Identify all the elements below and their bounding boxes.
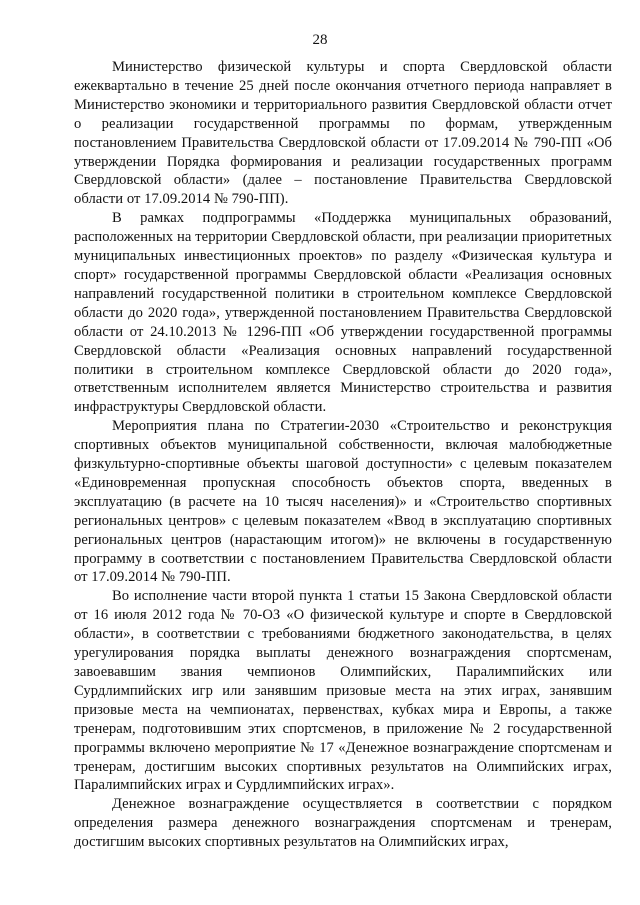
paragraph-law-execution: Во исполнение части второй пункта 1 статьи 15 Закона Свердловской области от 16 июля 2012 года № 70-ОЗ «О физической культуре и спорте в Свердловской области», в соответствии с требованиями бюджетного законодательства, в целях урегулирования порядка выплаты денежного вознаграждения спортсменам, завоевавшим звания чемпионов Олимпийских, Паралимпийских или Сурдлимпийских игр или занявшим призовые места на этих играх, занявшим призовые места на чемпионатах, первенствах, кубках мира и Европы, а также тренерам, подготовившим этих спортсменов, в приложение № 2 государственной программы включено мероприятие № 17 «Денежное вознаграждение спортсменам и тренерам, достигшим высоких спортивных результатов на Олимпийских играх, Паралимпийских играх и Сурдлимпийских играх». (74, 588, 612, 794)
paragraph-strategy-2030: Мероприятия плана по Стратегии-2030 «Строительство и реконструкция спортивных объектов муниципальной собственности, включая малобюджетные физкультурно-спортивные объекты шаговой доступности» с целевым показателем «Единовременная пропускная способность объектов спорта, введенных в эксплуатацию (в расчете на 10 тысяч населения)» и «Строительство спортивных региональных центров» с целевым показателем «Ввод в эксплуатацию спортивных региональных центров (нарастающим итогом)» не включены в государственную программу в соответствии с постановлением Правительства Свердловской области от 17.09.2014 № 790-ПП. (74, 418, 612, 586)
page-number: 28 (312, 32, 328, 48)
document-body (74, 58, 612, 852)
paragraph-subprogram-support: В рамках подпрограммы «Поддержка муниципальных образований, расположенных на территории Свердловской области, при реализации приоритетных муниципальных инвестиционных проектов» по разделу «Физическая культура и спорт» государственной программы Свердловской области «Реализация основных направлений государственной политики в строительном комплексе Свердловской области до 2020 года», утвержденной постановлением Правительства Свердловской области от 24.10.2013 № 1296-ПП «Об утверждении государственной программы Свердловской области «Реализация основных направлений государственной политики в строительном комплексе Свердловской области до 2020 года», ответственным исполнителем является Министерство строительства и развития инфраструктуры Свердловской области. (74, 210, 612, 416)
paragraph-report-submission: Министерство физической культуры и спорта Свердловской области ежеквартально в течение 25 дней после окончания отчетного периода направляет в Министерство экономики и территориального развития Свердловской области отчет о реализации государственной программы по формам, утвержденным постановлением Правительства Свердловской области от 17.09.2014 № 790-ПП «Об утверждении Порядка формирования и реализации государственных программ Свердловской области» (далее – постановление Правительства Свердловской области от 17.09.2014 № 790-ПП). (74, 59, 612, 208)
paragraph-monetary-reward: Денежное вознаграждение осуществляется в соответствии с порядком определения размера денежного вознаграждения спортсменам и тренерам, достигшим высоких спортивных результатов на Олимпийских играх, (74, 796, 612, 851)
